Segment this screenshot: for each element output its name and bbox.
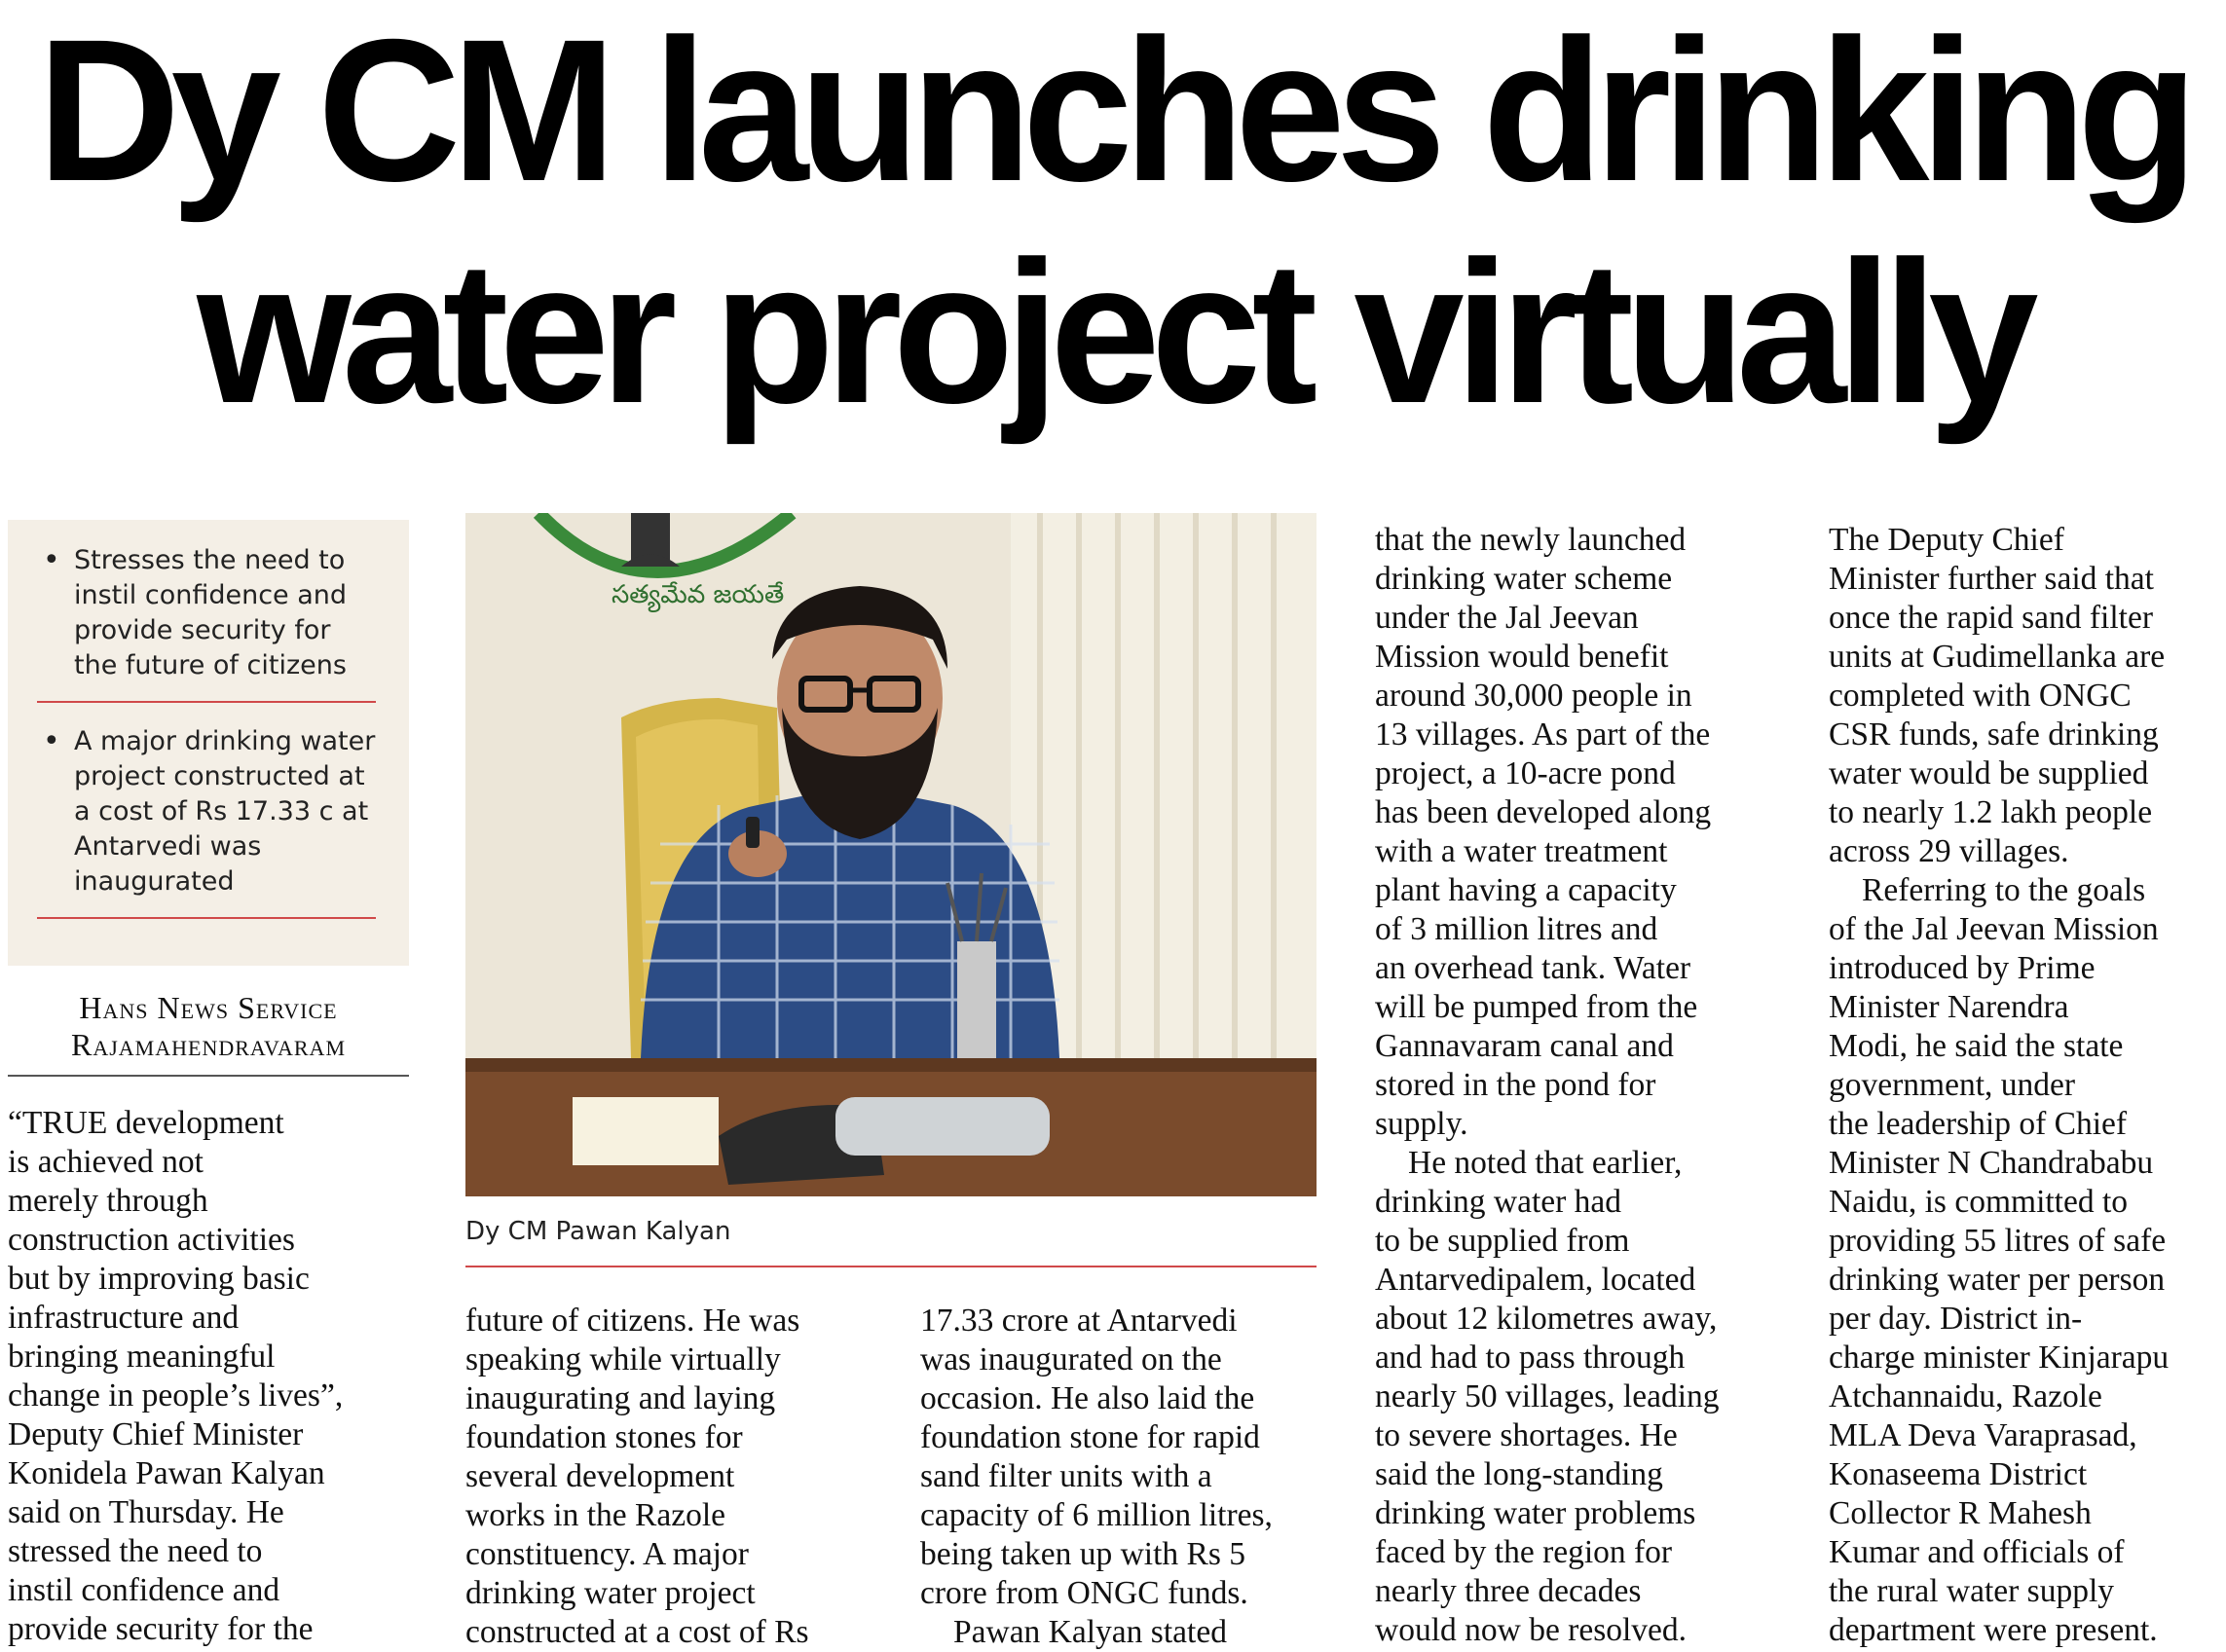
- article-line: drinking water per person: [1829, 1262, 2166, 1298]
- article-line: Gannavaram canal and: [1375, 1028, 1674, 1064]
- article-line: The Deputy Chief: [1829, 522, 2064, 558]
- article-line: Konaseema District: [1829, 1456, 2088, 1492]
- article-line: inaugurating and laying: [465, 1380, 776, 1416]
- article-line: stressed the need to: [8, 1533, 263, 1569]
- article-line: units at Gudimellanka are: [1829, 639, 2166, 675]
- article-line: Minister Narendra: [1829, 989, 2069, 1025]
- article-line: Deputy Chief Minister: [8, 1416, 304, 1452]
- article-line: Naidu, is committed to: [1829, 1184, 2129, 1220]
- article-line: is achieved not: [8, 1144, 204, 1180]
- article-line: drinking water had: [1375, 1184, 1622, 1220]
- article-line: Collector R Mahesh: [1829, 1495, 2092, 1531]
- article-line: said on Thursday. He: [8, 1494, 284, 1530]
- article-line: introduced by Prime: [1829, 950, 2096, 986]
- article-line: “TRUE development: [8, 1105, 284, 1141]
- article-line: completed with ONGC: [1829, 678, 2132, 714]
- article-line: infrastructure and: [8, 1300, 240, 1336]
- article-line: said the long-standing: [1375, 1456, 1663, 1492]
- article-line: department were present.: [1829, 1612, 2158, 1648]
- article-line: Minister N Chandrababu: [1829, 1145, 2154, 1181]
- photo-caption: Dy CM Pawan Kalyan: [465, 1217, 731, 1246]
- headline: [22, 0, 2204, 444]
- highlights-box: [8, 520, 409, 966]
- article-line: capacity of 6 million litres,: [920, 1497, 1273, 1533]
- article-line: Pawan Kalyan stated: [953, 1614, 1227, 1650]
- article-line: 13 villages. As part of the: [1375, 716, 1711, 753]
- article-line: water would be supplied: [1829, 755, 2149, 791]
- article-line: crore from ONGC funds.: [920, 1575, 1248, 1611]
- article-line: foundation stone for rapid: [920, 1419, 1260, 1455]
- article-line: and had to pass through: [1375, 1340, 1686, 1376]
- article-column-4: [1375, 521, 1784, 1650]
- article-line: per day. District in-: [1829, 1301, 2083, 1337]
- article-line: merely through: [8, 1183, 208, 1219]
- article-line: of the Jal Jeevan Mission: [1829, 911, 2159, 947]
- article-line: Atchannaidu, Razole: [1829, 1378, 2102, 1414]
- article-line: drinking water problems: [1375, 1495, 1696, 1531]
- article-line: plant having a capacity: [1375, 872, 1677, 908]
- article-line: the rural water supply: [1829, 1573, 2115, 1609]
- article-line: to be supplied from: [1375, 1223, 1630, 1259]
- article-line: government, under: [1829, 1067, 2076, 1103]
- article-line: change in people’s lives”,: [8, 1377, 344, 1413]
- article-line: several development: [465, 1458, 735, 1494]
- article-line: of 3 million litres and: [1375, 911, 1658, 947]
- article-line: construction activities: [8, 1222, 295, 1258]
- article-line: nearly 50 villages, leading: [1375, 1378, 1720, 1414]
- article-line: that the newly launched: [1375, 522, 1687, 558]
- article-line: provide security for the: [8, 1611, 314, 1647]
- article-line: Antarvedipalem, located: [1375, 1262, 1696, 1298]
- article-line: drinking water project: [465, 1575, 756, 1611]
- article-line: works in the Razole: [465, 1497, 726, 1533]
- article-line: under the Jal Jeevan: [1375, 600, 1639, 636]
- article-line: speaking while virtually: [465, 1341, 781, 1377]
- article-line: supply.: [1375, 1106, 1468, 1142]
- article-line: once the rapid sand filter: [1829, 600, 2154, 636]
- article-line: about 12 kilometres away,: [1375, 1301, 1718, 1337]
- byline-service: Hans News Service: [79, 990, 338, 1025]
- article-line: Modi, he said the state: [1829, 1028, 2124, 1064]
- article-line: 17.33 crore at Antarvedi: [920, 1303, 1238, 1339]
- article-line: charge minister Kinjarapu: [1829, 1340, 2170, 1376]
- emblem-text: సత్యమేవ జయతే: [612, 580, 785, 609]
- article-column-5: [1829, 521, 2223, 1650]
- article-line: Kumar and officials of: [1829, 1534, 2125, 1570]
- article-column-1: [8, 1104, 417, 1649]
- article-line: was inaugurated on the: [920, 1341, 1222, 1377]
- article-line: stored in the pond for: [1375, 1067, 1656, 1103]
- article-line: Konidela Pawan Kalyan: [8, 1455, 325, 1491]
- article-line: to severe shortages. He: [1375, 1417, 1678, 1453]
- article-line: has been developed along: [1375, 794, 1712, 830]
- headline-line-1: Dy CM launches drinking: [37, 0, 2189, 224]
- byline-divider: [8, 1075, 409, 1077]
- article-photo: [465, 513, 1317, 1196]
- byline-place: Rajamahendravaram: [70, 1027, 347, 1062]
- article-line: foundation stones for: [465, 1419, 743, 1455]
- byline: [8, 989, 409, 1063]
- article-line: project, a 10-acre pond: [1375, 755, 1676, 791]
- article-line: but by improving basic: [8, 1261, 310, 1297]
- article-line: an overhead tank. Water: [1375, 950, 1691, 986]
- article-line: Mission would benefit: [1375, 639, 1669, 675]
- article-line: to nearly 1.2 lakh people: [1829, 794, 2153, 830]
- article-line: constituency. A major: [465, 1536, 749, 1572]
- article-line: will be pumped from the: [1375, 989, 1698, 1025]
- article-line: the leadership of Chief: [1829, 1106, 2128, 1142]
- article-line: bringing meaningful: [8, 1339, 276, 1375]
- article-line: with a water treatment: [1375, 833, 1668, 869]
- article-line: occasion. He also laid the: [920, 1380, 1255, 1416]
- article-column-3: [920, 1302, 1319, 1652]
- photo-illustration: [465, 513, 1317, 1196]
- article-line: Minister further said that: [1829, 561, 2154, 597]
- article-line: CSR funds, safe drinking: [1829, 716, 2159, 753]
- highlight-item: • Stresses the need to instil confidence and provide security for the future of citizens: [37, 543, 376, 703]
- article-line: across 29 villages.: [1829, 833, 2069, 869]
- article-line: MLA Deva Varaprasad,: [1829, 1417, 2137, 1453]
- article-line: He noted that earlier,: [1408, 1145, 1683, 1181]
- article-line: faced by the region for: [1375, 1534, 1673, 1570]
- article-line: instil confidence and: [8, 1572, 280, 1608]
- article-column-2: [465, 1302, 874, 1652]
- article-line: constructed at a cost of Rs: [465, 1614, 809, 1650]
- headline-line-2: water project virtually: [197, 220, 2029, 446]
- article-line: providing 55 litres of safe: [1829, 1223, 2167, 1259]
- article-line: being taken up with Rs 5: [920, 1536, 1246, 1572]
- article-line: drinking water scheme: [1375, 561, 1673, 597]
- highlight-item: • A major drinking water project constructed at a cost of Rs 17.33 c at Antarvedi was inaugurated: [37, 724, 376, 919]
- article-line: around 30,000 people in: [1375, 678, 1692, 714]
- article-line: Referring to the goals: [1862, 872, 2146, 908]
- article-line: future of citizens. He was: [465, 1303, 800, 1339]
- caption-divider: [465, 1266, 1317, 1267]
- article-line: would now be resolved.: [1375, 1612, 1688, 1648]
- article-line: nearly three decades: [1375, 1573, 1642, 1609]
- article-line: sand filter units with a: [920, 1458, 1212, 1494]
